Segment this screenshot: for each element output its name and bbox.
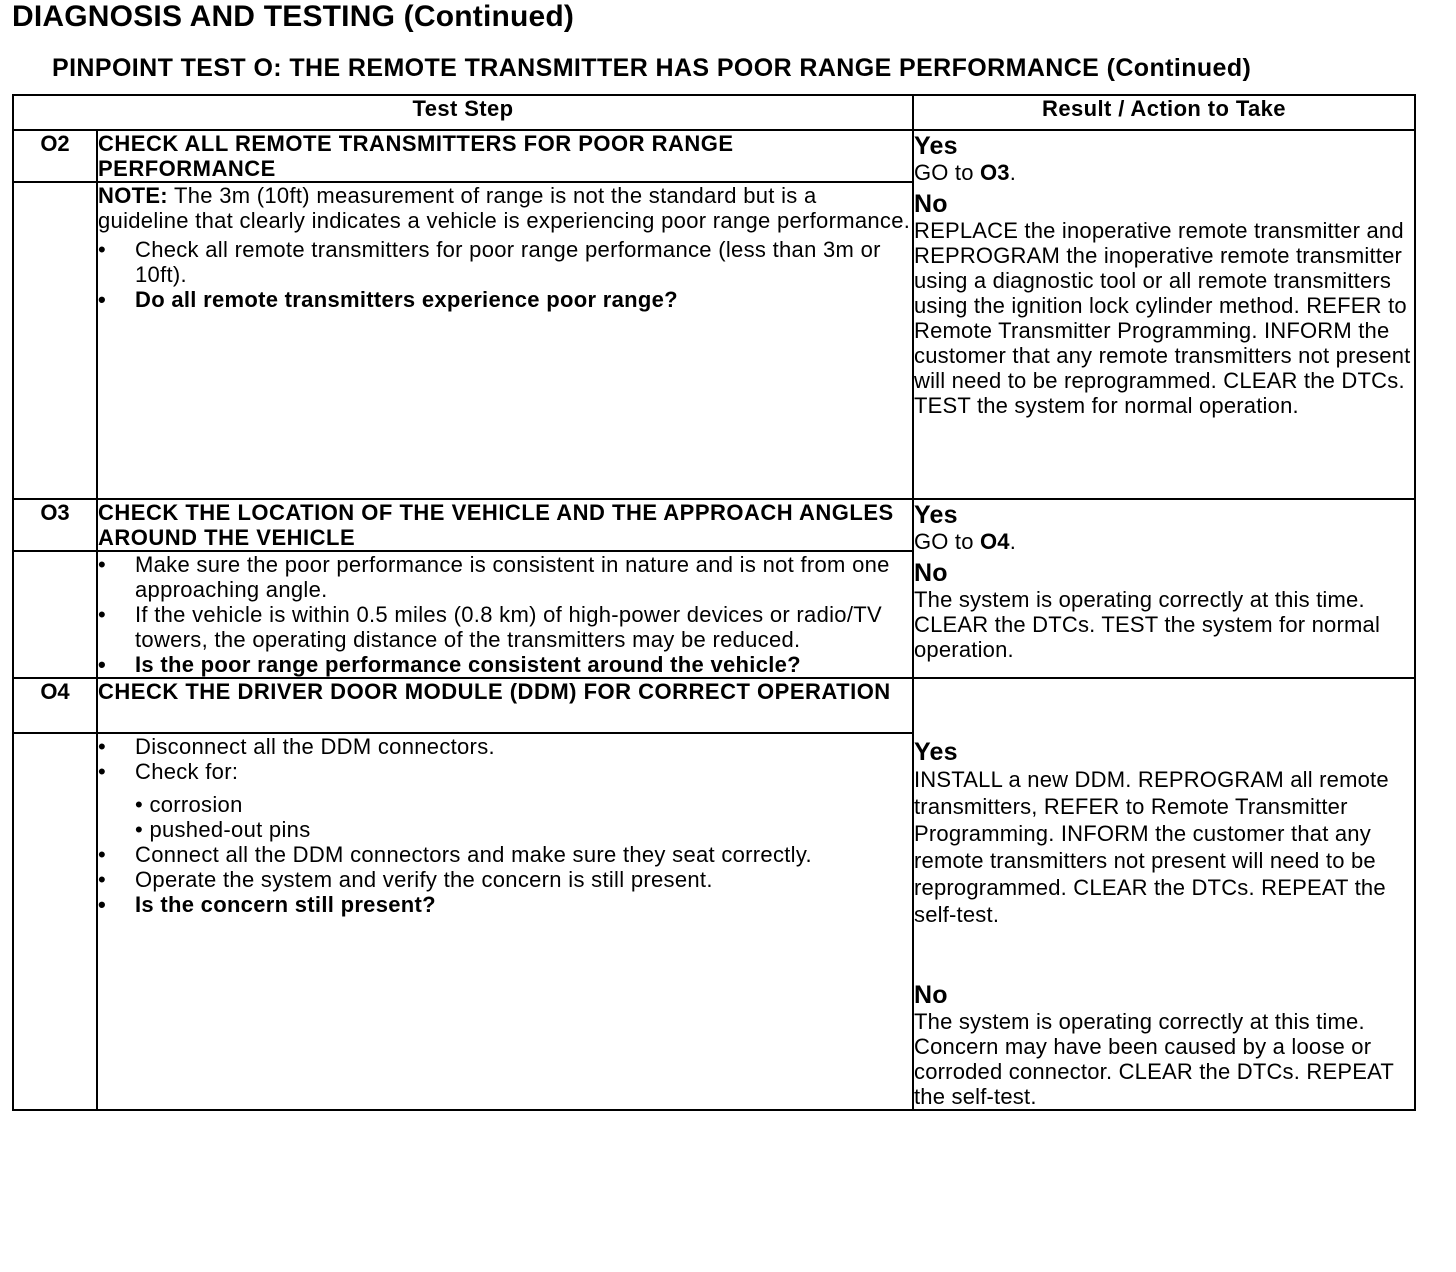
no-label: No: [914, 981, 948, 1009]
step-heading: CHECK THE LOCATION OF THE VEHICLE AND THE APPROACH ANGLES AROUND THE VEHICLE: [97, 499, 913, 551]
table-header-row: [13, 95, 1415, 130]
list-item-text: Is the poor range performance consistent around the vehicle?: [135, 652, 801, 677]
note: [98, 183, 912, 233]
sub-list-item-text: corrosion: [149, 792, 243, 818]
no-label: No: [914, 190, 948, 218]
pinpoint-test-title: PINPOINT TEST O: THE REMOTE TRANSMITTER HAS POOR RANGE PERFORMANCE (Continued): [52, 54, 1252, 82]
list-item-text: Is the concern still present?: [135, 892, 436, 918]
bullet-icon: •: [135, 792, 144, 818]
step-body: [97, 733, 913, 1110]
step-id-blank: [13, 551, 97, 678]
step-heading-row: [13, 499, 1415, 551]
bullet-icon: •: [98, 867, 107, 893]
result-cell: [913, 130, 1415, 499]
section-title: DIAGNOSIS AND TESTING (Continued): [12, 0, 575, 33]
pinpoint-test-table: [12, 94, 1416, 1111]
list-item-text: Do all remote transmitters experience poor range?: [135, 287, 678, 312]
step-heading: CHECK ALL REMOTE TRANSMITTERS FOR POOR RANGE PERFORMANCE: [97, 130, 913, 182]
step-list: [98, 734, 912, 784]
list-item-question: [98, 652, 912, 677]
yes-action: INSTALL a new DDM. REPROGRAM all remote transmitters, REFER to Remote Transmitter Programming. INFORM the customer that any remote transmitters not present will need to be reprogrammed. CLEAR the DTCs. REPEAT the self-test.: [914, 767, 1389, 927]
step-id-blank: [13, 182, 97, 499]
step-list: [98, 237, 912, 312]
col-header-test-step: Test Step: [13, 95, 913, 130]
list-item: [98, 842, 912, 867]
no-action: The system is operating correctly at this time. CLEAR the DTCs. TEST the system for normal operation.: [914, 587, 1381, 662]
list-item: [98, 552, 912, 602]
bullet-icon: •: [98, 892, 107, 918]
sub-list-item: [135, 817, 912, 842]
list-item-text: Disconnect all the DDM connectors.: [135, 734, 495, 760]
list-item: [98, 734, 912, 759]
sub-list-item-text: pushed-out pins: [149, 817, 311, 843]
yes-action: [914, 160, 1414, 185]
bullet-icon: •: [98, 759, 107, 785]
bullet-icon: •: [98, 842, 107, 868]
step-list: [98, 842, 912, 917]
step-id: O2: [13, 130, 97, 182]
yes-action-text: GO to: [914, 160, 980, 185]
result-cell: [913, 678, 1415, 1110]
step-id: O3: [13, 499, 97, 551]
list-item-text: Connect all the DDM connectors and make sure they seat correctly.: [135, 842, 812, 868]
step-heading-row: [13, 130, 1415, 182]
list-item-text: Check all remote transmitters for poor range performance (less than 3m or 10ft).: [135, 237, 881, 287]
step-heading: CHECK THE DRIVER DOOR MODULE (DDM) FOR CORRECT OPERATION: [97, 678, 913, 733]
list-item-text: Check for:: [135, 759, 239, 785]
yes-label: Yes: [914, 738, 958, 766]
step-list: [98, 552, 912, 677]
no-label: No: [914, 559, 948, 587]
col-header-result: Result / Action to Take: [913, 95, 1415, 130]
step-id: O4: [13, 678, 97, 733]
bullet-icon: •: [98, 552, 107, 577]
note-text: The 3m (10ft) measurement of range is not the standard but is a guideline that clearly indicates a vehicle is experiencing poor range performance.: [98, 183, 911, 233]
bullet-icon: •: [98, 237, 107, 262]
list-item-question: [98, 287, 912, 312]
list-item-question: [98, 892, 912, 917]
bullet-icon: •: [98, 602, 107, 627]
bullet-icon: •: [98, 734, 107, 760]
yes-action-suffix: .: [1009, 529, 1017, 554]
list-item-text: If the vehicle is within 0.5 miles (0.8 km) of high-power devices or radio/TV towers, the operating distance of the transmitters may be reduced.: [135, 602, 882, 652]
yes-label: Yes: [914, 132, 958, 160]
list-item: [98, 237, 912, 287]
result-cell: [913, 499, 1415, 678]
bullet-icon: •: [135, 817, 144, 843]
step-heading-row: [13, 678, 1415, 733]
bullet-icon: •: [98, 652, 107, 677]
yes-action-target: O4: [980, 529, 1010, 554]
yes-action-target: O3: [980, 160, 1010, 185]
yes-action-suffix: .: [1009, 160, 1017, 185]
bullet-icon: •: [98, 287, 107, 312]
list-item-text: Make sure the poor performance is consistent in nature and is not from one approaching angle.: [135, 552, 890, 602]
sub-list-item: [135, 792, 912, 817]
list-item: [98, 759, 912, 784]
yes-action-text: GO to: [914, 529, 980, 554]
yes-label: Yes: [914, 501, 958, 529]
list-item: [98, 867, 912, 892]
list-item-text: Operate the system and verify the concern is still present.: [135, 867, 713, 893]
no-action: REPLACE the inoperative remote transmitter and REPROGRAM the inoperative remote transmitter using a diagnostic tool or all remote transmitters using the ignition lock cylinder method. REFER to Remote Transmitter Programming. INFORM the customer that any remote transmitters not present will need to be reprogrammed. CLEAR the DTCs. TEST the system for normal operation.: [914, 218, 1411, 418]
yes-action: [914, 529, 1414, 554]
no-action: The system is operating correctly at this time. Concern may have been caused by a loose or corroded connector. CLEAR the DTCs. REPEAT the self-test.: [914, 1009, 1394, 1109]
step-id-blank: [13, 733, 97, 1110]
step-body: [97, 551, 913, 678]
sub-list: [135, 792, 912, 842]
list-item: [98, 602, 912, 652]
note-label: NOTE:: [98, 183, 168, 208]
step-body: [97, 182, 913, 499]
